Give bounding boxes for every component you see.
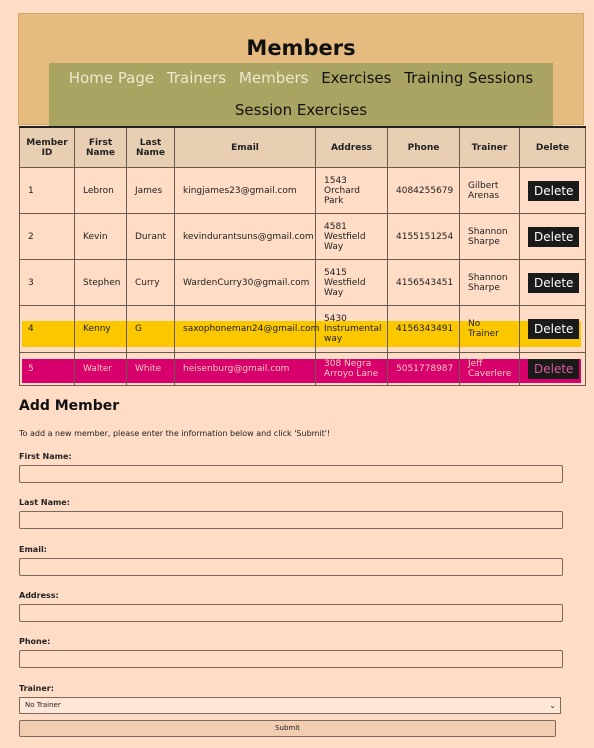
cell-address: 5415 Westfield Way: [316, 260, 388, 306]
cell-trainer: No Trainer: [460, 306, 520, 353]
nav-session-exercises[interactable]: Session Exercises: [234, 101, 368, 119]
table-row: [20, 260, 586, 306]
trainer-label: Trainer:: [19, 684, 54, 693]
first-name-input[interactable]: [19, 465, 563, 483]
cell-address: 1543 Orchard Park: [316, 168, 388, 214]
page-header: [19, 14, 583, 124]
cell-phone: 4156543451: [388, 260, 460, 306]
nav-training-sessions[interactable]: Training Sessions: [404, 69, 534, 87]
cell-member-id: 4: [20, 306, 75, 353]
cell-trainer: Shannon Sharpe: [460, 260, 520, 306]
address-input[interactable]: [19, 604, 563, 622]
address-label: Address:: [19, 591, 59, 600]
table-row: [20, 306, 586, 353]
nav-trainers[interactable]: Trainers: [166, 69, 227, 87]
cell-delete: [520, 353, 586, 386]
cell-first-name: Stephen: [75, 260, 127, 306]
col-trainer: Trainer: [460, 127, 520, 168]
chevron-down-icon: ⌄: [549, 701, 556, 710]
cell-email: kevindurantsuns@gmail.com: [175, 214, 316, 260]
cell-phone: 4155151254: [388, 214, 460, 260]
cell-trainer: Shannon Sharpe: [460, 214, 520, 260]
table-row: [20, 214, 586, 260]
delete-button[interactable]: Delete: [528, 273, 579, 293]
cell-first-name: Kevin: [75, 214, 127, 260]
cell-email: kingjames23@gmail.com: [175, 168, 316, 214]
cell-first-name: Kenny: [75, 306, 127, 353]
members-table: [19, 126, 586, 386]
submit-button[interactable]: Submit: [19, 720, 556, 737]
cell-last-name: Curry: [127, 260, 175, 306]
cell-member-id: 3: [20, 260, 75, 306]
col-address: Address: [316, 127, 388, 168]
cell-delete: [520, 168, 586, 214]
cell-address: 308 Negra Arroyo Lane: [316, 353, 388, 386]
cell-trainer: Gilbert Arenas: [460, 168, 520, 214]
col-phone: Phone: [388, 127, 460, 168]
delete-button[interactable]: Delete: [528, 319, 579, 339]
add-member-intro: To add a new member, please enter the information below and click 'Submit'!: [19, 429, 331, 438]
cell-last-name: Durant: [127, 214, 175, 260]
delete-button[interactable]: Delete: [528, 181, 579, 201]
cell-delete: [520, 260, 586, 306]
nav-members[interactable]: Members: [238, 69, 309, 87]
cell-last-name: James: [127, 168, 175, 214]
cell-phone: 5051778987: [388, 353, 460, 386]
cell-address: 4581 Westfield Way: [316, 214, 388, 260]
phone-label: Phone:: [19, 637, 51, 646]
col-member-id: Member ID: [20, 127, 75, 168]
email-label: Email:: [19, 545, 47, 554]
nav-home-page[interactable]: Home Page: [68, 69, 155, 87]
cell-delete: [520, 214, 586, 260]
last-name-label: Last Name:: [19, 498, 70, 507]
delete-button[interactable]: Delete: [528, 359, 579, 379]
table-row: [20, 168, 586, 214]
cell-member-id: 5: [20, 353, 75, 386]
cell-first-name: Lebron: [75, 168, 127, 214]
cell-phone: 4156343491: [388, 306, 460, 353]
first-name-label: First Name:: [19, 452, 72, 461]
cell-trainer: Jeff Caverlere: [460, 353, 520, 386]
trainer-select-value: No Trainer: [25, 701, 61, 709]
cell-email: saxophoneman24@gmail.com: [175, 306, 316, 353]
cell-email: WardenCurry30@gmail.com: [175, 260, 316, 306]
cell-delete: [520, 306, 586, 353]
last-name-input[interactable]: [19, 511, 563, 529]
table-row: [20, 353, 586, 386]
col-first-name: First Name: [75, 127, 127, 168]
cell-last-name: White: [127, 353, 175, 386]
cell-address: 5430 Instrumental way: [316, 306, 388, 353]
page-title: Members: [246, 36, 356, 60]
cell-last-name: G: [127, 306, 175, 353]
cell-phone: 4084255679: [388, 168, 460, 214]
cell-email: heisenburg@gmail.com: [175, 353, 316, 386]
phone-input[interactable]: [19, 650, 563, 668]
cell-first-name: Walter: [75, 353, 127, 386]
cell-member-id: 1: [20, 168, 75, 214]
delete-button[interactable]: Delete: [528, 227, 579, 247]
nav-exercises[interactable]: Exercises: [321, 69, 392, 87]
table-header-row: [20, 127, 586, 168]
col-delete: Delete: [520, 127, 586, 168]
col-last-name: Last Name: [127, 127, 175, 168]
add-member-title: Add Member: [19, 398, 120, 414]
col-email: Email: [175, 127, 316, 168]
trainer-select[interactable]: [19, 697, 561, 714]
email-input[interactable]: [19, 558, 563, 576]
cell-member-id: 2: [20, 214, 75, 260]
